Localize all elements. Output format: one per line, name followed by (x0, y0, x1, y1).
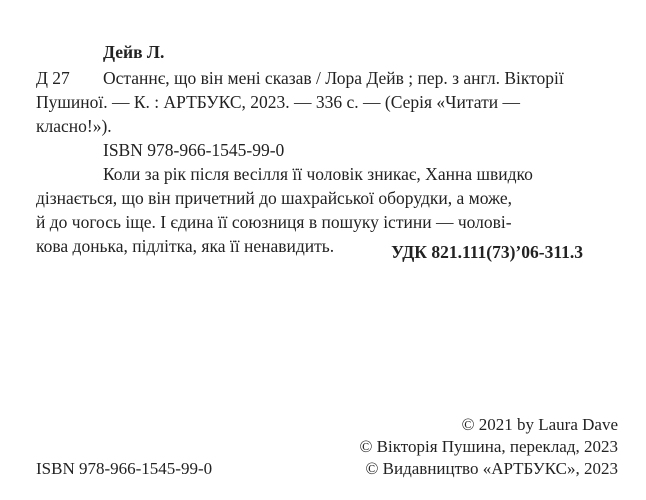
isbn-line: ISBN 978-966-1545-99-0 (103, 140, 285, 160)
copyright-publisher: © Видавництво «АРТБУКС», 2023 (365, 459, 618, 478)
copyright-translator: © Вікторія Пушина, переклад, 2023 (359, 437, 618, 456)
shelf-mark: Д 27 (36, 68, 70, 88)
description-line-1: Останнє, що він мені сказав / Лора Дейв ; пер. з англ. Вікторії (103, 68, 564, 88)
copyright-author: © 2021 by Laura Dave (461, 415, 618, 434)
annotation-line-4: кова донька, підлітка, яка її ненавидить. (36, 236, 335, 256)
annotation-line-1: Коли за рік після весілля її чоловік зникає, Ханна швидко (103, 164, 533, 184)
description-line-2: Пушиної. — К. : АРТБУКС, 2023. — 336 с. — (Серія «Читати — (36, 92, 520, 112)
footer-isbn: ISBN 978-966-1545-99-0 (36, 459, 213, 478)
annotation-line-3: й до чогось іще. І єдина її союзниця в пошуку істини — чолові- (36, 212, 512, 232)
author-heading: Дейв Л. (103, 42, 165, 62)
description-line-3: класно!»). (36, 116, 112, 136)
udk-code: УДК 821.111(73)’06-311.3 (391, 242, 583, 262)
annotation-line-2: дізнається, що він причетний до шахрайської оборудки, а може, (36, 188, 513, 208)
